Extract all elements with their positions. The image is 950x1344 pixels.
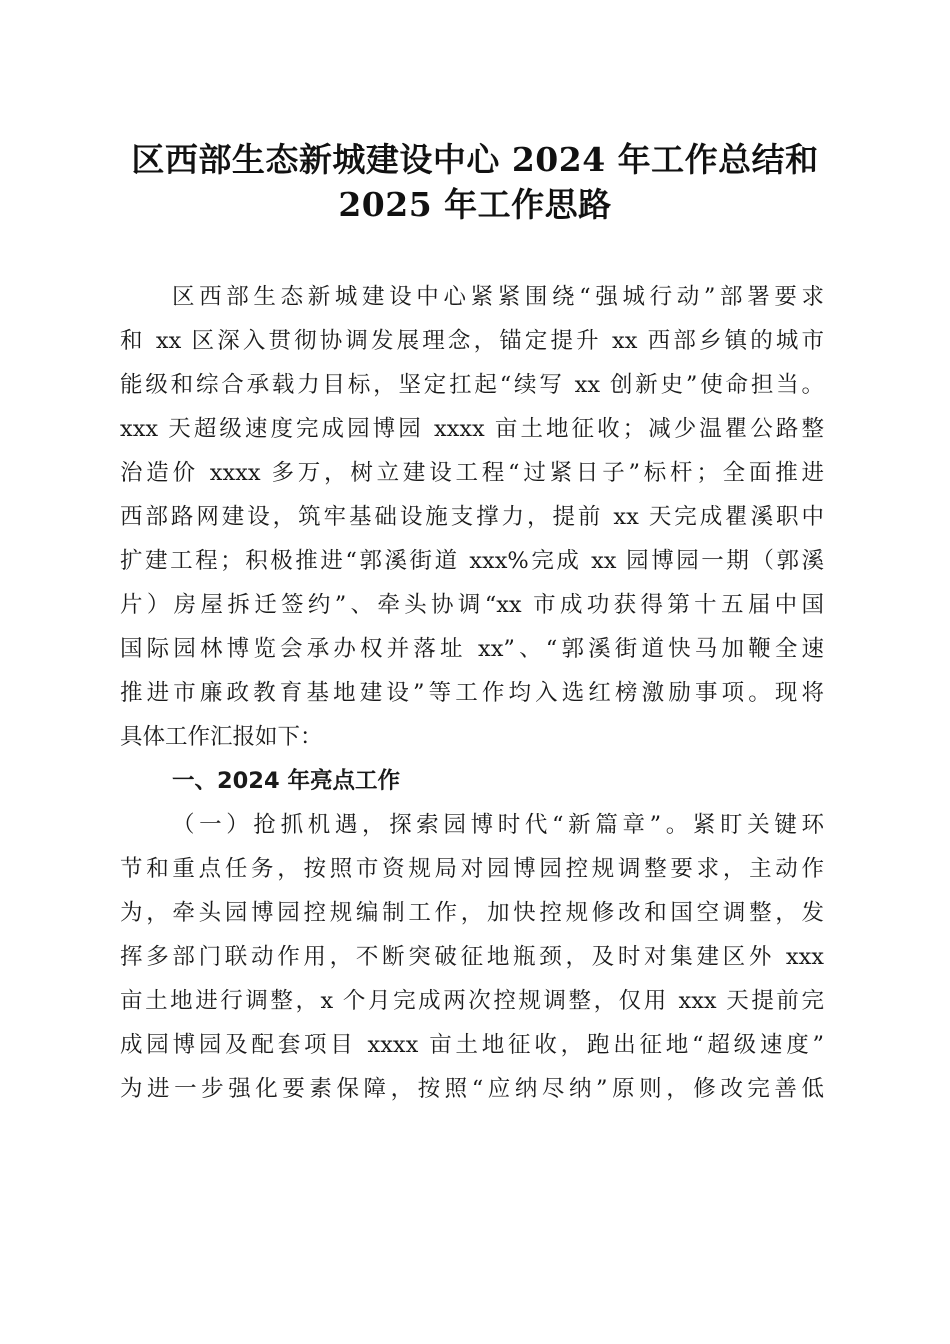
paragraph-1-line: 和 xx 区深入贯彻协调发展理念，锚定提升 xx 西部乡镇的城市: [120, 328, 824, 354]
paragraph-1-line: 治造价 xxxx 多万，树立建设工程“过紧日子”标杆；全面推进: [120, 460, 824, 486]
section-heading: 一、2024 年亮点工作: [172, 768, 400, 794]
document-title-line-2: 2025 年工作思路: [338, 185, 612, 224]
paragraph-1-line: 区西部生态新城建设中心紧紧围绕“强城行动”部署要求: [172, 284, 824, 310]
document-title-line-1: 区西部生态新城建设中心 2024 年工作总结和: [131, 140, 819, 179]
paragraph-2-line: 为进一步强化要素保障，按照“应纳尽纳”原则，修改完善低: [120, 1076, 824, 1102]
paragraph-2-line: （一）抢抓机遇，探索园博时代“新篇章”。紧盯关键环: [172, 812, 824, 838]
paragraph-2-line: 节和重点任务，按照市资规局对园博园控规调整要求，主动作: [120, 856, 824, 882]
paragraph-1-line: 扩建工程；积极推进“郭溪街道 xxx%完成 xx 园博园一期（郭溪: [120, 548, 824, 574]
paragraph-1-line: xxx 天超级速度完成园博园 xxxx 亩土地征收；减少温瞿公路整: [120, 416, 824, 442]
paragraph-1-line: 国际园林博览会承办权并落址 xx”、“郭溪街道快马加鞭全速: [120, 636, 824, 662]
paragraph-2-line: 成园博园及配套项目 xxxx 亩土地征收，跑出征地“超级速度”: [120, 1032, 824, 1058]
paragraph-2-line: 为，牵头园博园控规编制工作，加快控规修改和国空调整，发: [120, 900, 824, 926]
paragraph-1-line: 具体工作汇报如下：: [120, 724, 323, 750]
paragraph-1-line: 西部路网建设，筑牢基础设施支撑力，提前 xx 天完成瞿溪职中: [120, 504, 824, 530]
paragraph-1-line: 能级和综合承载力目标，坚定扛起“续写 xx 创新史”使命担当。: [120, 372, 824, 398]
paragraph-2-line: 挥多部门联动作用，不断突破征地瓶颈，及时对集建区外 xxx: [120, 944, 824, 970]
paragraph-1-line: 片）房屋拆迁签约”、牵头协调“xx 市成功获得第十五届中国: [120, 592, 824, 618]
paragraph-2-line: 亩土地进行调整，x 个月完成两次控规调整，仅用 xxx 天提前完: [120, 988, 824, 1014]
paragraph-1-line: 推进市廉政教育基地建设”等工作均入选红榜激励事项。现将: [120, 680, 824, 706]
